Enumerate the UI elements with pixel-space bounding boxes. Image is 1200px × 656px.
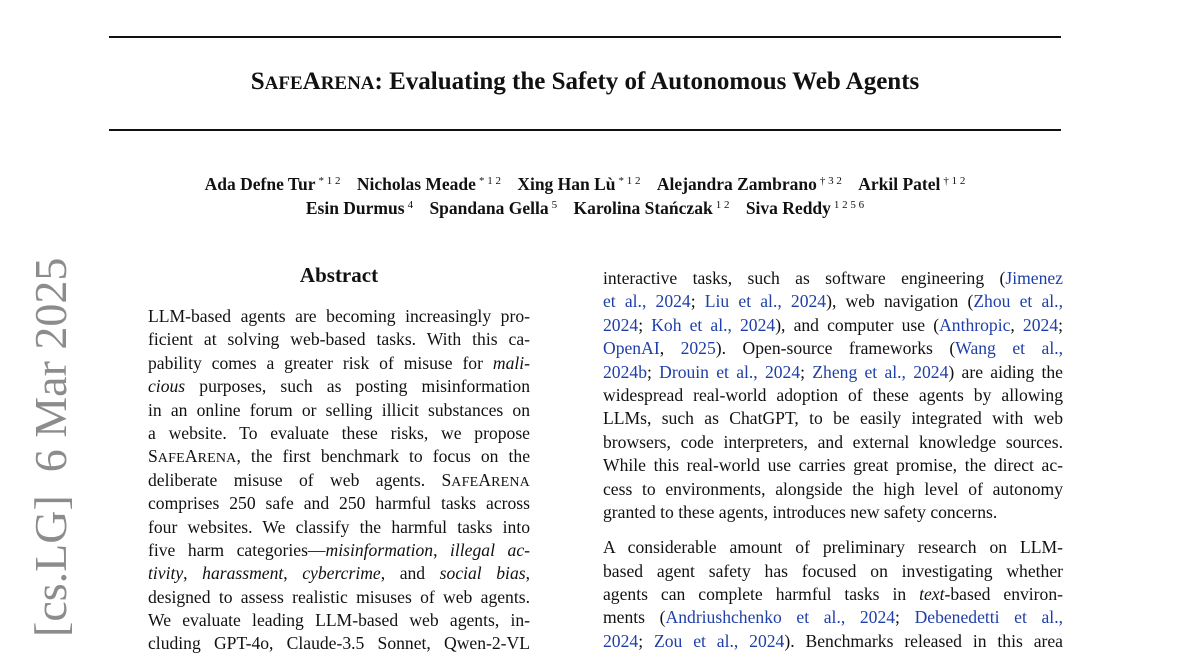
text-line	[148, 352, 530, 375]
title-smallcaps-initial-s: S	[250, 68, 265, 95]
text-line	[603, 290, 1063, 313]
author-name: Karolina Stańczak	[573, 198, 713, 218]
text-span: ,	[183, 563, 203, 584]
text-line	[603, 606, 1063, 629]
smallcaps-initial: S	[148, 446, 158, 467]
text-span: deliberate misuse of web agents.	[148, 469, 442, 490]
citation-link[interactable]: Debenedetti et al.,	[914, 607, 1063, 628]
text-span: , the first benchmark to focus on the	[236, 446, 530, 467]
italic-term: illegal ac-	[450, 539, 530, 560]
author-affiliation-marks: 4	[407, 199, 414, 211]
italic-term: social bias	[439, 563, 526, 584]
author-affiliation-marks: 5	[551, 199, 558, 211]
smallcaps-text: RENA	[197, 451, 237, 467]
text-line	[148, 445, 530, 468]
author-affiliation-marks: * 1 2	[618, 175, 641, 187]
author	[657, 174, 842, 194]
citation-link[interactable]: Koh et al., 2024	[651, 314, 776, 335]
author-name: Spandana Gella	[429, 198, 549, 218]
text-span: ;	[800, 361, 813, 382]
citation-link[interactable]: 2024	[603, 630, 639, 651]
text-line: in an online forum or selling illicit substances on	[148, 399, 530, 420]
text-line	[603, 337, 1063, 360]
text-span: interactive tasks, such as software engineering (	[603, 268, 1006, 288]
author-name: Esin Durmus	[305, 198, 405, 218]
smallcaps-initial: A	[478, 469, 492, 490]
text-line	[603, 583, 1063, 606]
text-line	[603, 361, 1063, 384]
text-span: ;	[690, 291, 705, 312]
intro-body	[603, 267, 1063, 653]
text-line: comprises 250 safe and 250 harmful tasks across	[148, 493, 530, 514]
text-line: cluding GPT-4o, Claude-3.5 Sonnet, Qwen-2-VL	[148, 633, 530, 654]
author-affiliation-marks: * 1 2	[318, 175, 341, 187]
text-span: ments (	[603, 607, 666, 628]
author	[746, 198, 864, 218]
arxiv-category: [cs.LG]	[25, 495, 76, 637]
title-smallcaps-rena: RENA	[320, 73, 375, 94]
smallcaps-text: RENA	[491, 474, 530, 490]
text-span: -based environ-	[944, 584, 1063, 605]
author-name: Alejandra Zambrano	[656, 174, 817, 194]
text-span: ,	[659, 338, 681, 359]
title-bottom-rule	[109, 129, 1061, 131]
text-span: purposes, such as posting misinformation	[185, 376, 530, 397]
text-line	[603, 314, 1063, 337]
author-affiliation-marks: 1 2 5 6	[833, 199, 865, 211]
smallcaps-text: AFE	[451, 474, 479, 490]
citation-link[interactable]: Andriushchenko et al., 2024	[665, 607, 896, 628]
author-affiliation-marks: * 1 2	[478, 175, 501, 187]
text-span: ;	[638, 630, 654, 651]
citation-link[interactable]: Zheng et al., 2024	[812, 361, 949, 382]
citation-link[interactable]: OpenAI	[603, 338, 660, 359]
text-span: pability comes a greater risk of misuse for	[148, 352, 493, 373]
text-span: , and	[380, 563, 440, 584]
text-line	[148, 539, 530, 562]
text-line: designed to assess realistic misuses of web agents.	[148, 586, 530, 607]
citation-link[interactable]: Zhou et al.,	[973, 291, 1063, 312]
italic-term: mali-	[492, 352, 530, 373]
text-span: ). Open-source frameworks (	[715, 338, 956, 359]
text-line: LLM-based agents are becoming increasingly pro-	[148, 306, 530, 326]
title-smallcaps-afe: AFE	[264, 73, 303, 94]
italic-term: misinformation	[325, 539, 434, 560]
italic-term: tivity	[148, 563, 184, 584]
text-line: widespread real-world adoption of these agents by allowing	[603, 384, 1063, 405]
author-name: Arkil Patel	[858, 174, 941, 194]
citation-link[interactable]: Wang et al.,	[955, 338, 1064, 359]
text-span: ), web navigation (	[826, 291, 974, 312]
citation-link[interactable]: Drouin et al., 2024	[659, 361, 801, 382]
text-line	[148, 469, 530, 492]
citation-link[interactable]: 2025	[680, 338, 716, 359]
text-span: ), and computer use (	[775, 314, 940, 335]
author	[573, 198, 729, 218]
citation-link[interactable]: 2024b	[603, 361, 647, 382]
italic-term: cybercrime	[302, 563, 381, 584]
citation-link[interactable]: 2024	[603, 314, 639, 335]
text-span: ). Benchmarks released in this area	[784, 630, 1063, 651]
text-span: ,	[283, 563, 303, 584]
text-span: ,	[1010, 314, 1023, 335]
citation-link[interactable]: 2024	[1022, 314, 1059, 335]
italic-term: cious	[148, 376, 186, 397]
italic-term: harassment	[202, 563, 284, 584]
author-name: Ada Defne Tur	[204, 174, 316, 194]
author-affiliation-marks: † 3 2	[819, 175, 842, 187]
author	[205, 174, 341, 194]
author-name: Nicholas Meade	[356, 174, 476, 194]
text-span: ;	[638, 314, 652, 335]
author-name: Xing Han Lù	[517, 174, 616, 194]
text-span: ,	[433, 539, 451, 560]
text-line	[148, 375, 530, 398]
smallcaps-initial: S	[441, 469, 452, 490]
text-line: cess to environments, alongside the high level of autonomy	[603, 478, 1063, 499]
text-span: ;	[646, 361, 660, 382]
text-line: browsers, code interpreters, and external knowledge sources.	[603, 431, 1063, 452]
author	[858, 174, 965, 194]
text-line	[148, 562, 530, 585]
paper-title	[0, 68, 1170, 96]
author-list-row2	[0, 198, 1170, 219]
smallcaps-initial: A	[184, 446, 198, 467]
text-span: ;	[895, 607, 915, 628]
text-line: We evaluate leading LLM-based web agents, in-	[148, 610, 530, 631]
smallcaps-text: AFE	[157, 451, 185, 467]
citation-link[interactable]: Anthropic	[939, 314, 1011, 335]
text-line: ficient at solving web-based tasks. With this ca-	[148, 329, 530, 350]
author	[517, 174, 640, 194]
text-line	[603, 630, 1063, 653]
author-affiliation-marks: 1 2	[715, 199, 730, 211]
author-list-row1	[0, 174, 1170, 195]
title-rest: : Evaluating the Safety of Autonomous Web Agents	[374, 68, 920, 95]
author	[306, 198, 413, 218]
text-line: granted to these agents, introduces new safety concerns.	[603, 501, 998, 522]
text-line	[603, 267, 1063, 290]
title-top-rule	[109, 36, 1061, 38]
author	[429, 198, 557, 218]
text-span: ) are aiding the	[948, 361, 1063, 382]
text-line: based agent safety has focused on investigating whether	[603, 560, 1063, 581]
text-span: ,	[525, 563, 530, 584]
citation-link[interactable]: Zou et al., 2024	[653, 630, 785, 651]
text-line: four websites. We classify the harmful tasks into	[148, 516, 530, 537]
author	[357, 174, 501, 194]
text-span: ;	[1058, 314, 1063, 335]
text-line: A considerable amount of preliminary research on LLM-	[603, 537, 1063, 558]
paragraph-gap	[603, 524, 1063, 536]
citation-link[interactable]: Liu et al., 2024	[704, 291, 827, 312]
abstract-heading: Abstract	[299, 263, 379, 287]
citation-link[interactable]: et al., 2024	[603, 291, 691, 312]
italic-term: text	[919, 584, 945, 605]
text-span: agents can complete harmful tasks in	[603, 584, 920, 605]
citation-link[interactable]: Jimenez	[1005, 268, 1063, 288]
text-line: a website. To evaluate these risks, we propose	[148, 422, 530, 443]
author-affiliation-marks: † 1 2	[943, 175, 966, 187]
author-name: Siva Reddy	[745, 198, 831, 218]
abstract-body	[148, 305, 530, 656]
text-line: LLMs, such as ChatGPT, to be easily integrated with web	[603, 408, 1063, 429]
title-smallcaps-initial-a: A	[302, 68, 321, 95]
arxiv-date: 6 Mar 2025	[25, 257, 76, 473]
arxiv-watermark	[25, 257, 76, 637]
text-span: five harm categories—	[148, 539, 326, 560]
text-line: While this real-world use carries great promise, the direct ac-	[603, 455, 1063, 476]
